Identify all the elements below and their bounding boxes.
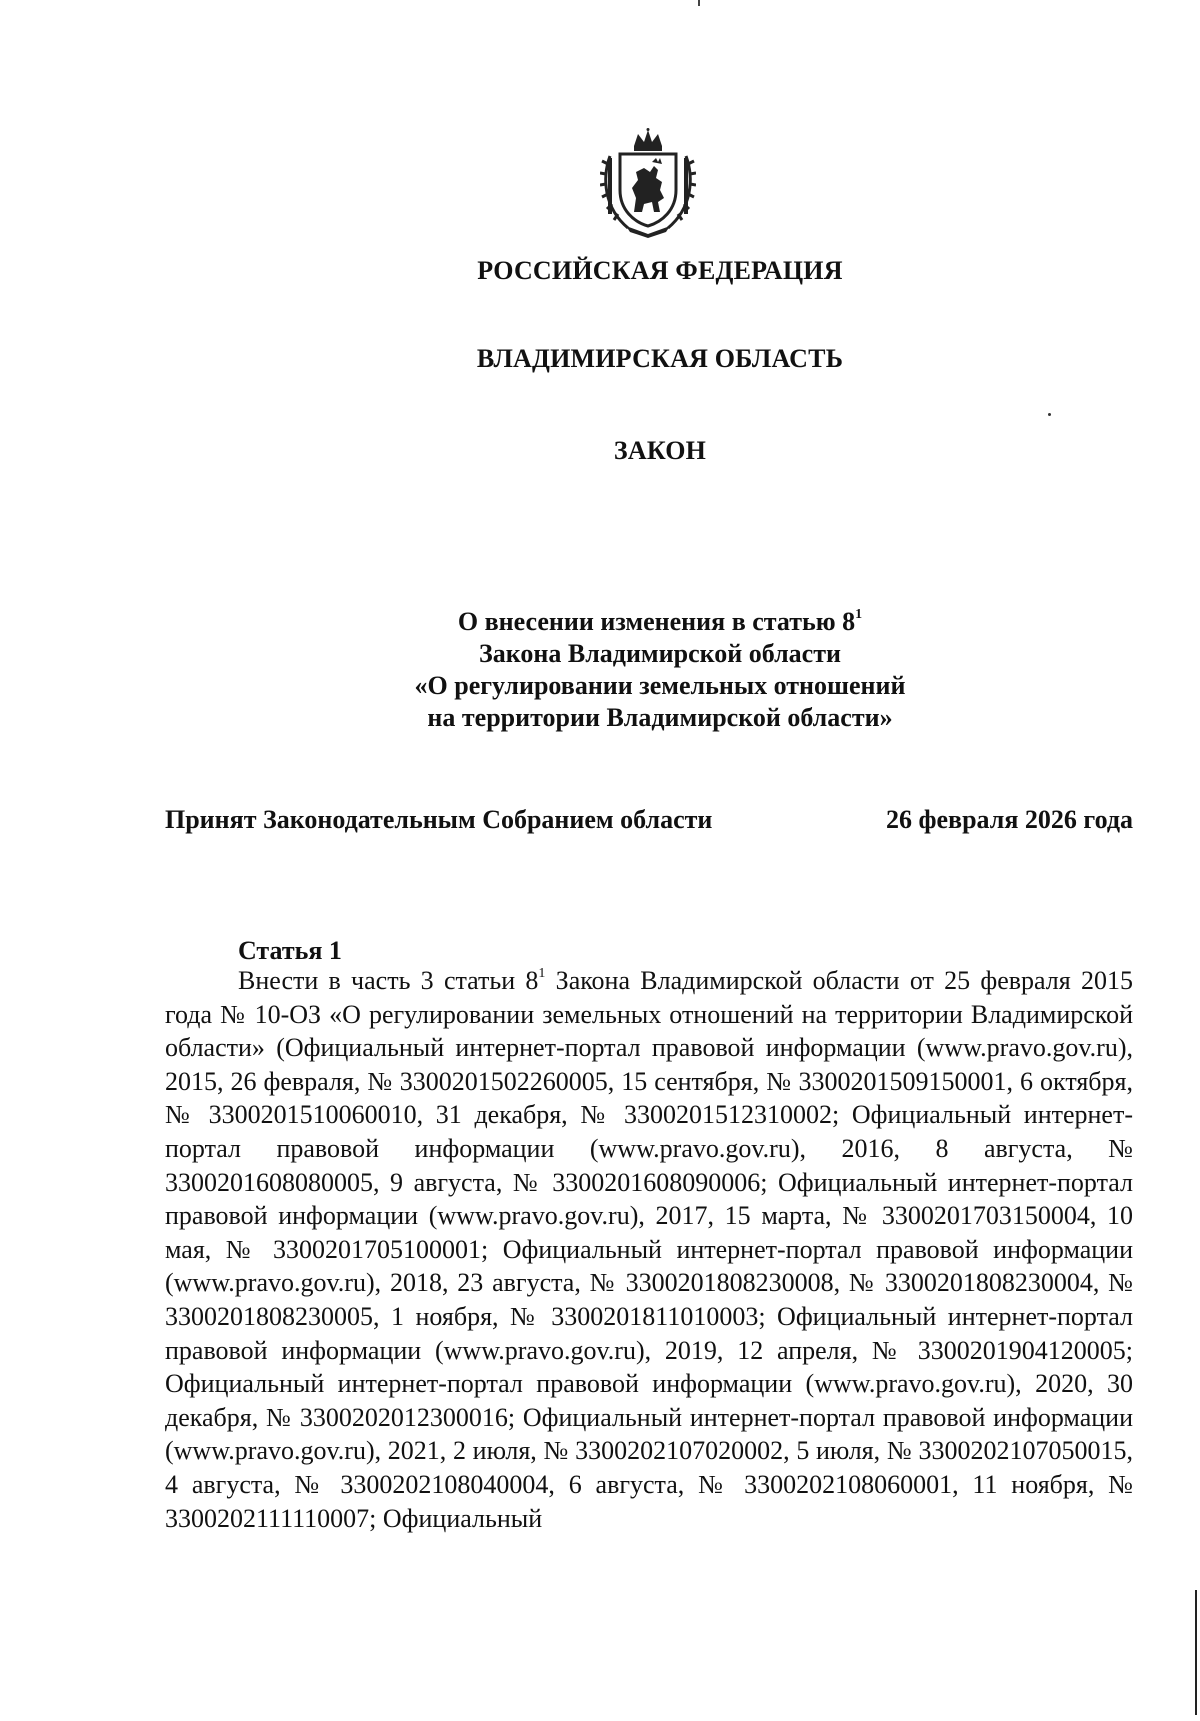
scan-edge-line <box>1195 1590 1197 1715</box>
country-heading: РОССИЙСКАЯ ФЕДЕРАЦИЯ <box>477 256 843 285</box>
document-type-heading: ЗАКОН <box>613 436 707 465</box>
adoption-date: 26 февраля 2026 года <box>886 805 1133 834</box>
law-title-line-3: «О регулировании земельных отношений <box>414 671 906 700</box>
law-title-line-4: на территории Владимирской области» <box>427 703 893 732</box>
article-paragraph: Внести в часть 3 статьи $8^1$ Закона Владимирской области от 25 февраля 2015 года № 10-ОЗ «О регулировании земельных отношений на территории Владимирской области» (Официальный интернет-портал правовой информации (www.pravo.gov.ru), 2015, 26 февраля, № 3300201502260005, 15 сентября, № 3300201509150001, 6 октября, № 3300201510060010, 31 декабря, № 3300201512310002; Официальный интернет-портал правовой информации (www.pravo.gov.ru), 2016, 8 августа, № 3300201608080005, 9 августа, № 3300201608090006; Официальный интернет-портал правовой информации (www.pravo.gov.ru), 2017, 15 марта, № 3300201703150004, 10 мая, № 3300201705100001; Официальный интернет-портал правовой информации (www.pravo.gov.ru), 2018, 23 августа, № 3300201808230008, № 3300201808230004, № 3300201808230005, 1 ноября, № 3300201811010003; Официальный интернет-портал правовой информации (www.pravo.gov.ru), 2019, 12 апреля, № 3300201904120005; Официальный интернет-портал правовой информации (www.pravo.gov.ru), 2020, 30 декабря, № 3300202012300016; Официальный интернет-портал правовой информации (www.pravo.gov.ru), 2021, 2 июля, № 3300202107020002, 5 июля, № 3300202107050015, 4 августа, № 3300202108040004, 6 августа, № 3300202108060001, 11 ноября, № 3300202111110007; Официальный <box>165 966 1133 1533</box>
scan-speck <box>1048 413 1051 416</box>
coat-of-arms-icon <box>600 128 696 238</box>
scan-mark <box>698 0 700 6</box>
article-heading: Статья 1 <box>238 936 342 965</box>
region-heading: ВЛАДИМИРСКАЯ ОБЛАСТЬ <box>476 344 844 373</box>
law-title <box>0 606 1200 734</box>
adoption-line <box>165 805 1133 835</box>
law-title-line-2: Закона Владимирской области <box>479 639 841 668</box>
adoption-label: Принят Законодательным Собранием области <box>165 805 713 834</box>
law-title-line-1: О внесении изменения в статью $8^1$ <box>457 607 863 636</box>
